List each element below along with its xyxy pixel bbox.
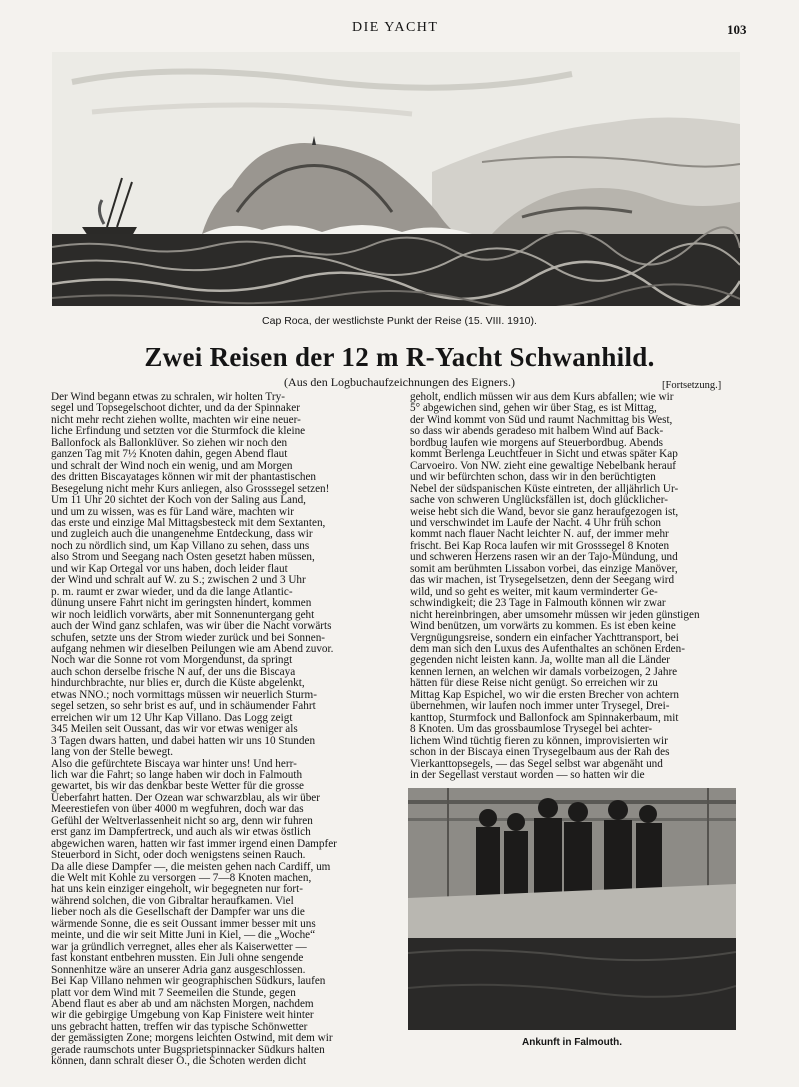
article-title: Zwei Reisen der 12 m R-Yacht Schwanhild. xyxy=(144,342,655,372)
text-column-right: geholt, endlich müssen wir aus dem Kurs abfallen; wie wir 5° abgewichen sind, gehen wir über Stag, es ist Mittag, der Wind kommt von Süd und raumt Nachmittag bis West, so dass wir abends geradeso mit halbem Wind auf Back- bordbug laufen wie morgens auf Steuerbordbug. Abends kommt Berlenga Leuchtfeuer in Sicht und etwas später Kap Carvoeiro. Von NW. zieht eine gewaltige Nebelbank herauf und wir befürchten schon, dass wir in den berüchtigten Nebel der südspanischen Küste eintreten, der alljährlich Ur- sache von schweren Unglücksfällen ist, doch glücklicher- weise hebt sich die Wand, bevor sie ganz heraufgezogen ist, und verschwindet im Laufe der Nacht. 4 Uhr früh schon kommt nach flauer Nacht leichter N. auf, der immer mehr frischt. Bei Kap Roca laufen wir mit Grosssegel 8 Knoten und schweren Herzens rasen wir an der Tajo-Mündung, und somit am berühmten Lissabon vorbei, das einzige Manöver, das wir machen, ist Trysegelsetzen, denn der Seegang wird wild, und so geht es weiter, mit kaum verminderter Ge- schwindigkeit; die 23 Tage in Falmouth können wir zwar nicht hereinbringen, aber umsomehr müssen wir jeden günstigen Wind benützen, um vorwärts zu kommen. Es ist eben keine Vergnügungsreise, sondern ein einfacher Yachttransport, bei dem man sich den Luxus des Aufenthaltes an schönen Erden- gegenden nicht leisten kann. Ja, wollte man all die Länder kennen lernen, an welchen wir damals vorbeizogen, 2 Jahre hätten für diese Reise nicht genügt. So erreichen wir zu Mittag Kap Espichel, wo wir die ersten Brecher von achtern übernehmen, wir laufen noch immer unter Trysegel, Drei- kanttop, Sturmfock und Ballonfock am Spinnakerbaum, mit 8 Knoten. Um das grossbaumlose Trysegel bei achter- lichem Wind tüchtig fieren zu können, improvisierten wir schon in der Biscaya einen Trysegelbaum aus der Rah des Vierkanttopsegels, — das Segel selbst war abgenäht und in der Segellast verstaut worden — so hatten wir die xyxy=(410,391,700,781)
figure-caption: Cap Roca, der westlichste Punkt der Reise (15. VIII. 1910). xyxy=(262,315,537,327)
cap-roca-illustration xyxy=(52,52,740,306)
photo-caption: Ankunft in Falmouth. xyxy=(522,1037,622,1048)
continuation-note: [Fortsetzung.] xyxy=(662,380,722,391)
page-header xyxy=(0,20,799,42)
article-subtitle: (Aus den Logbuchaufzeichnungen des Eigners.) xyxy=(284,375,515,389)
falmouth-photo xyxy=(408,788,736,1030)
text-column-left: Der Wind begann etwas zu schralen, wir holten Try- segel und Topsegelschoot dichter, und da der Spinnaker nicht mehr recht ziehen wollte, machten wir eine neuer- liche Erfindung und setzten vor die Sturmfock die kleine Ballonfock als Ballonklüver. So ziehen wir noch den ganzen Tag mit 7½ Knoten dahin, gegen Abend flaut und schralt der Wind noch ein wenig, und am Morgen des dritten Biscayatages können wir mit der phantastischen Besegelung nicht mehr Kurs anliegen, also Grosssegel setzen! Um 11 Uhr 20 sichtet der Koch von der Saling aus Land, und um zu wissen, was es für Land wäre, machten wir das erste und einzige Mal Mittagsbesteck mit dem Sextanten, und zugleich auch die unangenehme Entdeckung, dass wir noch zu nördlich sind, um Kap Villano zu sehen, dass uns also Strom und Seegang nach Osten gesetzt haben müssen, und wir Kap Ortegal vor uns haben, doch leider flaut der Wind und schralt auf W. zu S.; zwischen 2 und 3 Uhr p. m. raumt er zwar wieder, und da die lange Atlantic- dünung unsere Fahrt nicht im geringsten hindert, kommen wir noch leidlich vorwärts, aber mit Sonnenuntergang geht auch der Wind ganz schlafen, was wir über die Nacht vorwärts schufen, setzte uns der Strom wieder zurück und bei Sonnen- aufgang nehmen wir dieselben Peilungen wie am Abend zuvor. Noch war die Sonne rot vom Morgendunst, da springt auch schon derselbe frische N auf, der uns die Biscaya hindurchbrachte, nur blies er, durch die Küste abgelenkt, etwas NNO.; noch vormittags müssen wir neuerlich Sturm- segel setzen, so sehr brist es auf, und in schäumender Fahrt erreichen wir um 12 Uhr Kap Villano. Das Logg zeigt 345 Meilen seit Oussant, das wir vor etwas weniger als 3 Tagen dwars hatten, und dabei hatten wir uns 10 Stunden lang von der Stelle bewegt. Also die gefürchtete Biscaya war hinter uns! Und herr- lich war die Fahrt; so lange haben wir doch in Falmouth gewartet, bis wir das denkbar beste Wetter für die grosse Üeberfahrt hatten. Der Ozean war schwarzblau, als wir über Meerestiefen von über 4000 m wegfuhren, doch war das Gefühl der Weltverlassenheit nicht so arg, denn wir fuhren erst ganz im Dampfertreck, und auch als wir etwas östlich abgewichen waren, hatten wir fast immer irgend einen Dampfer Steuerbord in Sicht, oder doch wenigstens seinen Rauch. Da alle diese Dampfer —, die meisten gehen nach Cardiff, um die Welt mit Kohle zu versorgen — 7—8 Knoten machen, hat uns kein einziger eingeholt, wir begegneten nur fort- während solchen, die von Gibraltar heraufkamen. Viel lieber noch als die Gesellschaft der Dampfer war uns die wärmende Sonne, die es seit Oussant immer besser mit uns meinte, und die wir seit Mitte Juni in Kiel, — die „Woche“ war ja gründlich verregnet, alles eher als Kaiserwetter — fast konstant entbehren mussten. Ein Juli ohne sengende Sonnenhitze wäre an unserer Adria ganz ausgeschlossen. Bei Kap Villano nehmen wir geographischen Südkurs, laufen platt vor dem Wind mit 7 Seemeilen die Stunde, gegen Abend flaut es aber ab und am nächsten Morgen, nachdem wir die gebirgige Umgebung von Kap Finistere weit hinter uns gebracht hatten, treffen wir das typische Schönwetter der gemässigten Zone; morgens leichten Ostwind, mit dem wir gerade raumschots unter Bugsprietspinnacker Südkurs halten können, dann schralt dieser O., die Schoten werden dicht xyxy=(51,391,337,1068)
running-head: DIE YACHT xyxy=(352,20,439,35)
page-number: 103 xyxy=(727,22,747,37)
